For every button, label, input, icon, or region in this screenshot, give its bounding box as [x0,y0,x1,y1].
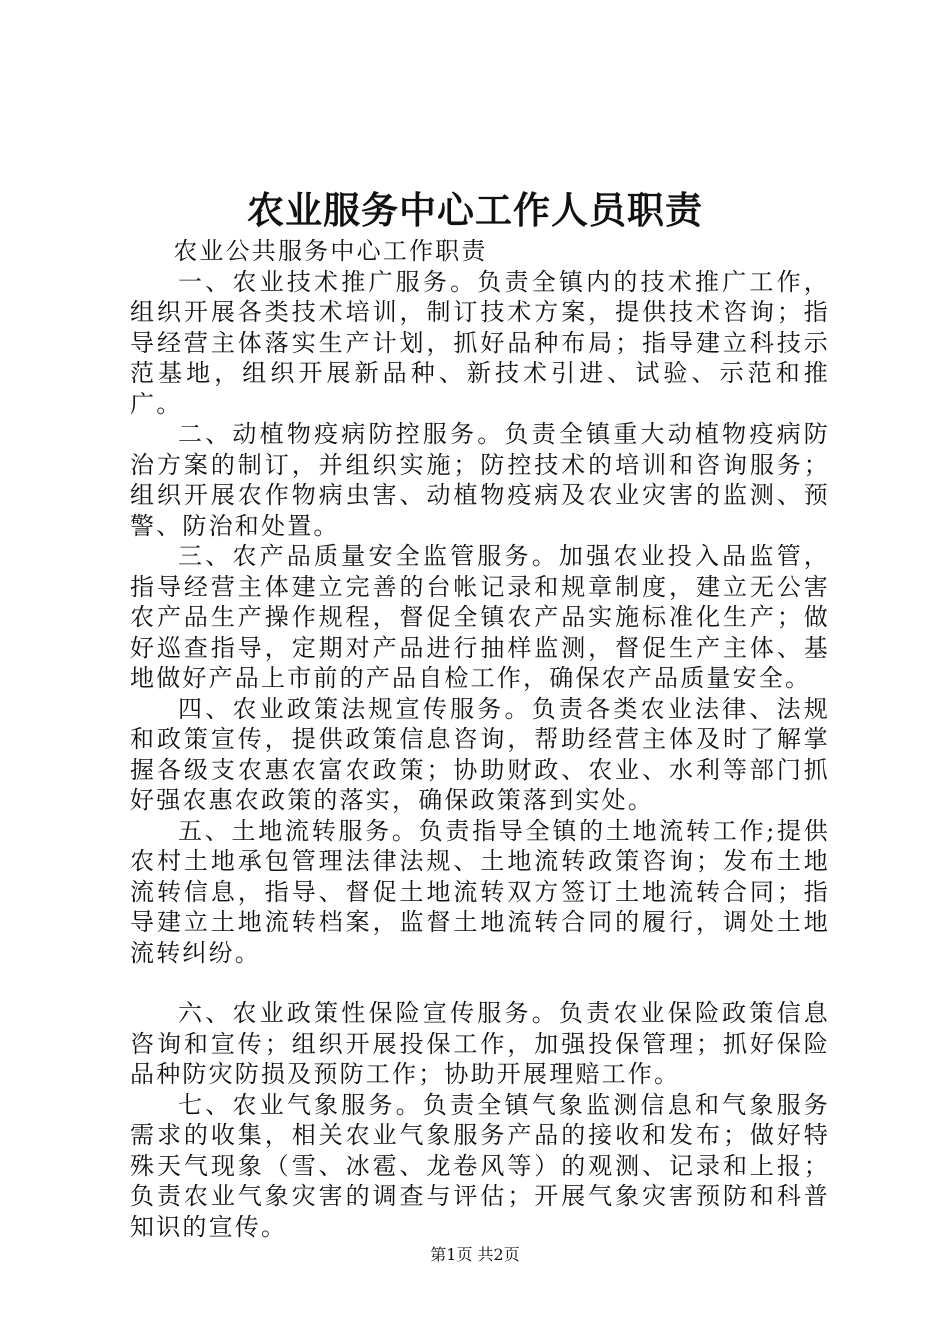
paragraph-6-insurance: 六、农业政策性保险宣传服务。负责农业保险政策信息咨询和宣传；组织开展投保工作，加强投保管理；抓好保险品种防灾防损及预防工作；协助开展理赔工作。 [130,999,830,1088]
paragraph-1-tech-promotion: 一、农业技术推广服务。负责全镇内的技术推广工作，组织开展各类技术培训，制订技术方案，提供技术咨询；指导经营主体落实生产计划，抓好品种布局；指导建立科技示范基地，组织开展新品种、新技术引进、试验、示范和推广。 [130,267,830,418]
document-title: 农业服务中心工作人员职责 [247,188,703,232]
section-subtitle: 农业公共服务中心工作职责 [173,237,488,265]
paragraph-7-meteorology: 七、农业气象服务。负责全镇气象监测信息和气象服务需求的收集，相关农业气象服务产品的接收和发布；做好特殊天气现象（雪、冰雹、龙卷风等）的观测、记录和上报；负责农业气象灾害的调查与评估；开展气象灾害预防和科普知识的宣传。 [130,1090,830,1241]
paragraph-3-quality-safety: 三、农产品质量安全监管服务。加强农业投入品监管，指导经营主体建立完善的台帐记录和规章制度，建立无公害农产品生产操作规程，督促全镇农产品实施标准化生产；做好巡查指导，定期对产品进行抽样监测，督促生产主体、基地做好产品上市前的产品自检工作，确保农产品质量安全。 [130,542,830,692]
paragraph-4-policy-publicity: 四、农业政策法规宣传服务。负责各类农业法律、法规和政策宣传，提供政策信息咨询，帮助经营主体及时了解掌握各级支农惠农富农政策；协助财政、农业、水利等部门抓好强农惠农政策的落实，确保政策落到实处。 [130,694,830,814]
paragraph-2-disease-control: 二、动植物疫病防控服务。负责全镇重大动植物疫病防治方案的制订，并组织实施；防控技术的培训和咨询服务；组织开展农作物病虫害、动植物疫病及农业灾害的监测、预警、防治和处置。 [130,420,830,540]
page-number-footer: 第1页 共2页 [430,1245,520,1264]
document-body [130,236,830,1242]
paragraph-5-land-transfer: 五、土地流转服务。负责指导全镇的土地流转工作;提供农村土地承包管理法律法规、土地流转政策咨询；发布土地流转信息，指导、督促土地流转双方签订土地流转合同；指导建立土地流转档案，监督土地流转合同的履行，调处土地流转纠纷。 [130,816,830,967]
